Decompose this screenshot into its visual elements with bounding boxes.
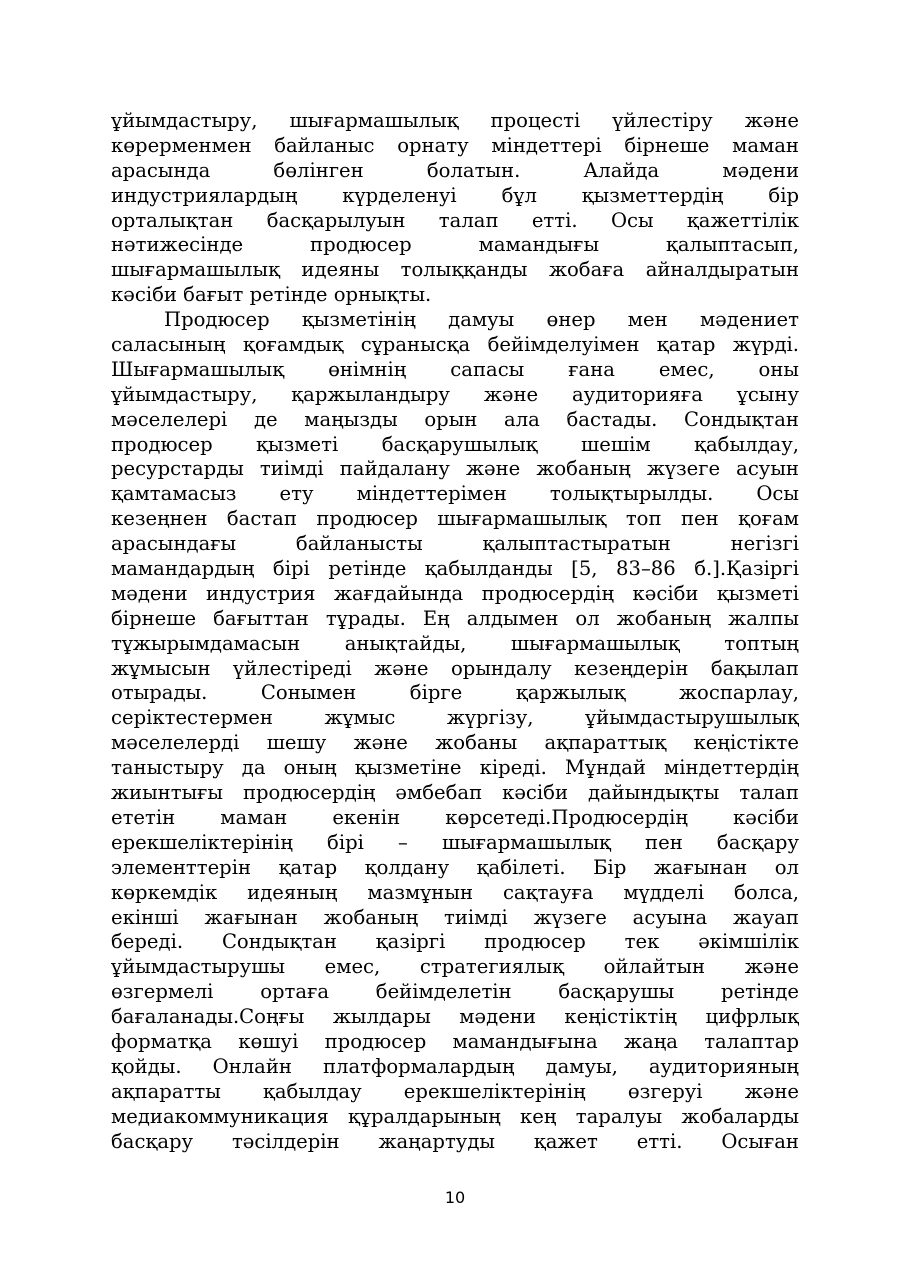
text-line: орталықтан басқарылуын талап етті. Осы қажеттілік [111, 208, 799, 232]
text-line: бағаланады.Соңғы жылдары мәдени кеңістіктің цифрлық [111, 1005, 799, 1029]
text-line: басқару тәсілдерін жаңартуды қажет етті. Осыған [111, 1129, 799, 1153]
text-line: жиынтығы продюсердің әмбебап кәсіби дайындықты талап [111, 781, 799, 805]
text-line: саласының қоғамдық сұранысқа бейімделуімен қатар жүрді. [111, 333, 799, 357]
text-line: көрерменмен байланыс орнату міндеттері бірнеше маман [111, 133, 799, 157]
text-line: жұмысын үйлестіреді және орындалу кезеңдерін бақылап [111, 656, 799, 680]
text-line: тұжырымдамасын анықтайды, шығармашылық топтың [111, 631, 799, 655]
paragraph [111, 308, 799, 1154]
page-number: 10 [444, 1188, 466, 1207]
text-line: таныстыру да оның қызметіне кіреді. Мұндай міндеттердің [111, 756, 799, 780]
text-line: бірнеше бағыттан тұрады. Ең алдымен ол жобаның жалпы [111, 606, 799, 630]
text-line: мамандардың бірі ретінде қабылданды [5, 83–86 б.].Қазіргі [111, 557, 799, 581]
text-line: мәселелері де маңызды орын ала бастады. Сондықтан [111, 407, 799, 431]
text-line: отырады. Сонымен бірге қаржылық жоспарлау, [111, 681, 799, 705]
text-line: шығармашылық идеяны толыққанды жобаға айналдыратын [111, 258, 799, 282]
text-line: өзгермелі ортаға бейімделетін басқарушы ретінде [111, 980, 799, 1004]
text-line: нәтижесінде продюсер мамандығы қалыптасып, [111, 233, 799, 257]
text-line: арасында бөлінген болатын. Алайда мәдени [111, 158, 799, 182]
text-line: ұйымдастырушы емес, стратегиялық ойлайтын және [111, 955, 799, 979]
text-line: қойды. Онлайн платформалардың дамуы, аудиторияның [111, 1054, 799, 1078]
text-line: кәсіби бағыт ретінде орнықты. [111, 283, 432, 307]
text-line: форматқа көшуі продюсер мамандығына жаңа талаптар [111, 1029, 799, 1053]
text-line: мәселелерді шешу және жобаны ақпараттық кеңістікте [111, 731, 799, 755]
text-line: ресурстарды тиімді пайдалану және жобаның жүзеге асуын [111, 457, 799, 481]
text-line: Продюсер қызметінің дамуы өнер мен мәдениет [164, 308, 799, 332]
text-line: ететін маман екенін көрсетеді.Продюсердің кәсіби [111, 805, 799, 829]
text-line: кезеңнен бастап продюсер шығармашылық топ пен қоғам [111, 507, 799, 531]
text-line: серіктестермен жұмыс жүргізу, ұйымдастырушылық [111, 706, 799, 730]
text-line: береді. Сондықтан қазіргі продюсер тек әкімшілік [111, 930, 799, 954]
paragraph [111, 109, 799, 308]
text-line: ақпаратты қабылдау ерекшеліктерінің өзгеруі және [111, 1079, 799, 1103]
text-line: ұйымдастыру, қаржыландыру және аудиторияға ұсыну [111, 382, 799, 406]
text-line: элементтерін қатар қолдану қабілеті. Бір жағынан ол [111, 855, 799, 879]
text-line: екінші жағынан жобаның тиімді жүзеге асуына жауап [111, 905, 799, 929]
text-line: индустриялардың күрделенуі бұл қызметтердің бір [111, 183, 799, 207]
text-line: ұйымдастыру, шығармашылық процесті үйлестіру және [111, 109, 799, 132]
text-line: продюсер қызметі басқарушылық шешім қабылдау, [111, 432, 799, 456]
text-line: көркемдік идеяның мазмұнын сақтауға мүдделі болса, [111, 880, 799, 904]
text-line: медиакоммуникация құралдарының кең таралуы жобаларды [111, 1104, 799, 1128]
text-line: қамтамасыз ету міндеттерімен толықтырылды. Осы [111, 482, 799, 506]
body-text [111, 109, 799, 1154]
text-line: мәдени индустрия жағдайында продюсердің кәсіби қызметі [111, 581, 799, 605]
text-line: арасындағы байланысты қалыптастыратын негізгі [111, 532, 799, 556]
text-line: Шығармашылық өнімнің сапасы ғана емес, оны [111, 357, 799, 381]
text-line: ерекшеліктерінің бірі – шығармашылық пен басқару [111, 830, 799, 854]
